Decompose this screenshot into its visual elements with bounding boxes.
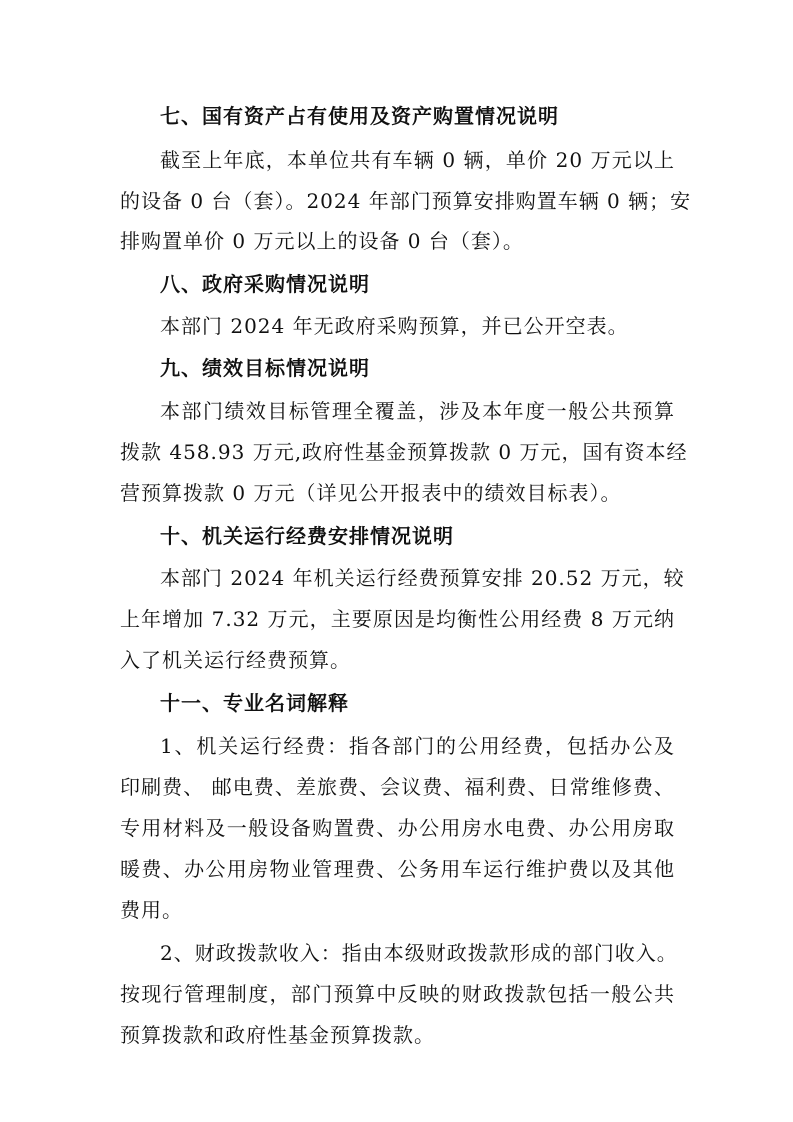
definition-line: 专用材料及一般设备购置费、办公用房水电费、办公用房取 — [120, 816, 675, 840]
paragraph-line: 入了机关运行经费预算。 — [120, 648, 351, 672]
section-heading-8: 八、政府采购情况说明 — [160, 272, 370, 296]
paragraph-line: 本部门绩效目标管理全覆盖，涉及本年度一般公共预算 — [160, 399, 675, 423]
definition-line: 印刷费、 邮电费、差旅费、会议费、福利费、日常维修费、 — [120, 775, 675, 799]
definition-line: 暖费、办公用房物业管理费、公务用车运行维护费以及其他 — [120, 857, 675, 881]
definition-line: 2、财政拨款收入：指由本级财政拨款形成的部门收入。 — [160, 941, 678, 965]
definition-line: 1、机关运行经费：指各部门的公用经费，包括办公及 — [160, 734, 675, 758]
definition-line: 按现行管理制度，部门预算中反映的财政拨款包括一般公共 — [120, 982, 675, 1006]
paragraph-line: 营预算拨款 0 万元（详见公开报表中的绩效目标表）。 — [120, 481, 622, 505]
paragraph-line: 截至上年底，本单位共有车辆 0 辆，单价 20 万元以上 — [160, 148, 675, 172]
section-heading-7: 七、国有资产占有使用及资产购置情况说明 — [160, 104, 559, 128]
paragraph-line: 的设备 0 台（套）。2024 年部门预算安排购置车辆 0 辆；安 — [120, 189, 692, 213]
paragraph-line: 上年增加 7.32 万元，主要原因是均衡性公用经费 8 万元纳 — [120, 607, 675, 631]
section-heading-10: 十、机关运行经费安排情况说明 — [160, 524, 454, 548]
paragraph-line: 本部门 2024 年机关运行经费预算安排 20.52 万元，较 — [160, 566, 685, 590]
definition-line: 预算拨款和政府性基金预算拨款。 — [120, 1023, 435, 1047]
paragraph-line: 拨款 458.93 万元,政府性基金预算拨款 0 万元，国有资本经 — [120, 440, 688, 464]
section-heading-11: 十一、专业名词解释 — [160, 691, 349, 715]
paragraph-line: 本部门 2024 年无政府采购预算，并已公开空表。 — [160, 314, 629, 338]
definition-line: 费用。 — [120, 898, 183, 922]
section-heading-9: 九、绩效目标情况说明 — [160, 356, 370, 380]
paragraph-line: 排购置单价 0 万元以上的设备 0 台（套）。 — [120, 229, 524, 253]
